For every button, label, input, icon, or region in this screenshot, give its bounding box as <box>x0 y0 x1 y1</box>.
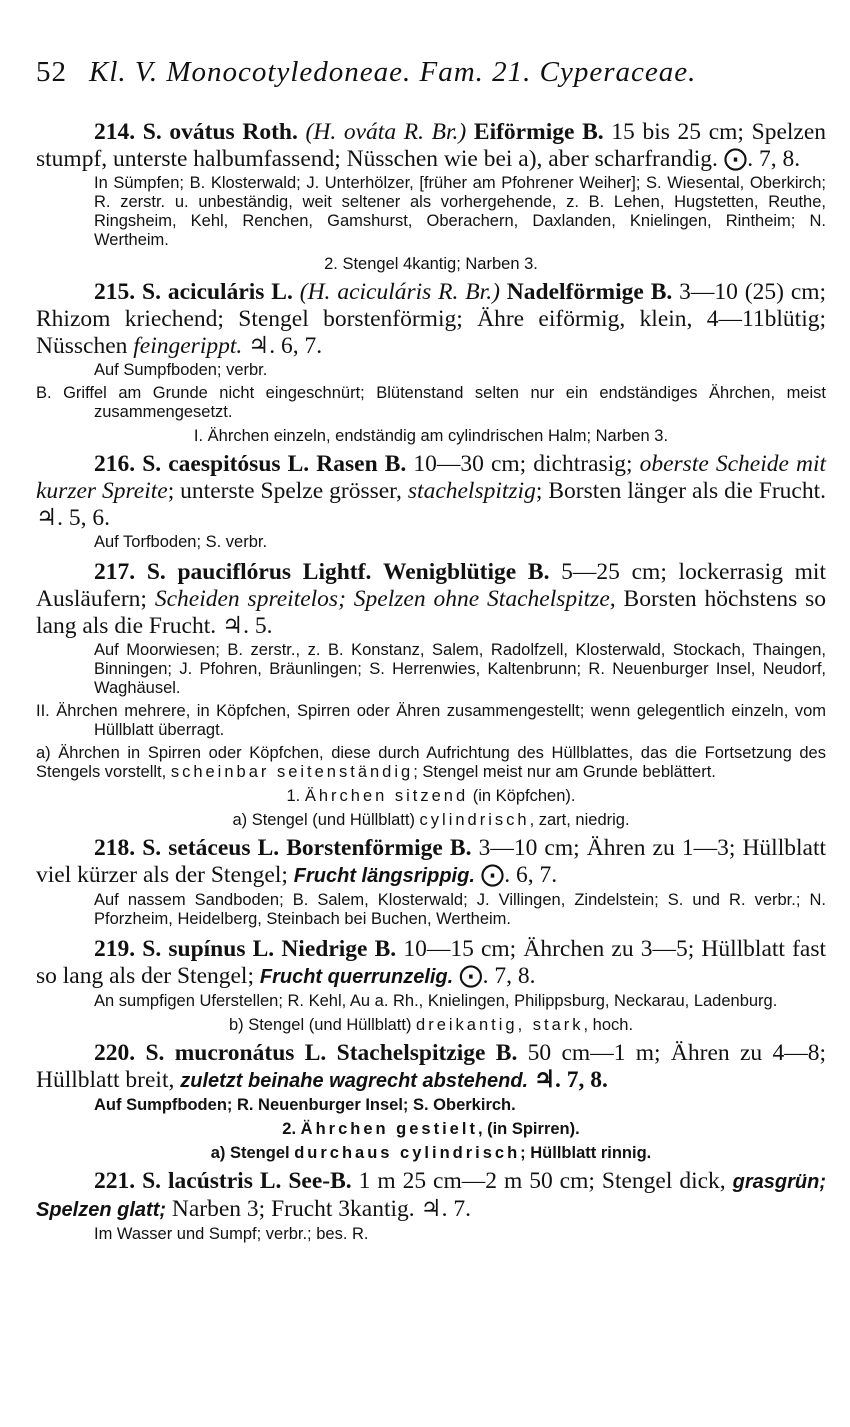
species-name: S. pauciflórus Lightf. <box>146 559 372 585</box>
entry-number: 217. <box>94 559 136 585</box>
key-1-prefix: 1. <box>286 787 301 805</box>
species-name: S. lacústris L. <box>142 1168 282 1194</box>
description: 3—10 cm; Ähren zu 1—3; Hüllblatt viel kürzer als der Stengel; <box>36 835 826 888</box>
species-name: S. mucronátus L. <box>145 1040 327 1066</box>
description-italic-2: stachelspitzig <box>407 478 536 504</box>
entry-215 <box>36 279 826 360</box>
habitat-215: Auf Sumpfboden; verbr. <box>94 361 268 379</box>
page-number: 52 <box>36 56 67 88</box>
key-2-gestielt <box>36 1119 826 1139</box>
habitat-219: An sumpfigen Uferstellen; R. Kehl, Au a. Rh., Knielingen, Philippsburg, Neckarau, Ladenburg. <box>94 992 778 1010</box>
habitat-216: Auf Torfboden; S. verbr. <box>94 533 268 551</box>
german-name: Borstenförmige B. <box>286 835 472 861</box>
entry-219 <box>36 936 826 991</box>
german-name: Wenigblütige B. <box>383 559 550 585</box>
key-2-prefix: 2. <box>282 1120 297 1138</box>
key-1b-dreikantig <box>36 1015 826 1035</box>
key-1b-spaced: dreikantig, stark <box>416 1016 584 1034</box>
running-header <box>36 56 826 89</box>
key-2-suffix: , (in Spirren). <box>477 1120 580 1138</box>
species-name: S. caespitósus L. <box>142 451 310 477</box>
key-II: II. Ährchen mehrere, in Köpfchen, Spirren oder Ähren zusammengestellt; wenn gelegentlich einzeln, vom Hüllblatt überragt. <box>36 702 826 739</box>
entry-number: 220. <box>94 1040 136 1066</box>
page <box>36 56 826 1244</box>
description: 50 cm—1 m; Ähren zu 4—8; Hüllblatt breit, <box>36 1040 826 1093</box>
key-2-spaced: Ährchen gestielt <box>300 1120 478 1138</box>
key-2-stengel: 2. Stengel 4kantig; Narben 3. <box>324 255 538 273</box>
habitat-220: Auf Sumpfboden; R. Neuenburger Insel; S. Oberkirch. <box>94 1096 516 1114</box>
entry-216 <box>36 451 826 532</box>
entry-number: 216. <box>94 451 136 477</box>
entry-217 <box>36 559 826 640</box>
key-a-spirren <box>36 744 826 782</box>
entry-number: 214. <box>94 119 136 145</box>
key-2a-suffix: ; Hüllblatt rinnig. <box>520 1144 652 1162</box>
key-1-suffix: (in Köpfchen). <box>472 787 576 805</box>
entry-218 <box>36 835 826 890</box>
running-title: Kl. V. Monocotyledoneae. Fam. 21. Cyperaceae. <box>89 56 697 88</box>
key-1-sitzend <box>36 786 826 806</box>
description: 5—25 cm; lockerrasig mit Ausläufern; <box>36 559 826 612</box>
habitat-221: Im Wasser und Sumpf; verbr.; bes. R. <box>94 1225 369 1243</box>
description: 10—15 cm; Ährchen zu 3—5; Hüllblatt fast so lang als der Stengel; <box>36 936 827 989</box>
species-name: S. ovátus Roth. <box>142 119 298 145</box>
german-name: Niedrige B. <box>281 936 397 962</box>
key-1-spaced: Ährchen sitzend <box>304 787 469 805</box>
description-italic: Frucht längsrippig. <box>293 865 475 887</box>
key-2a-spaced: durchaus cylindrisch <box>294 1144 521 1162</box>
description-italic: feingerippt. <box>133 333 243 359</box>
description-end: Narben 3; Frucht 3kantig. ♃. 7. <box>171 1196 471 1222</box>
german-name: Eiförmige B. <box>473 119 604 145</box>
species-name: S. supínus L. <box>142 936 275 962</box>
description-italic: Frucht querrunzelig. <box>259 966 454 988</box>
habitat-217: Auf Moorwiesen; B. zerstr., z. B. Konstanz, Salem, Radolfzell, Klosterwald, Stockach, Thaingen, Binningen; J. Pfohren, Bräunlingen; S. Herrenwies, Kaltenbrunn; R. Neuenburger Insel, Neudorf, Waghäusel. <box>94 641 826 697</box>
description-end: ; Borsten länger als die Frucht. ♃. 5, 6. <box>36 478 826 531</box>
entry-number: 218. <box>94 835 136 861</box>
description-italic: Scheiden spreitelos; Spelzen ohne Stachelspitze, <box>154 586 616 612</box>
key-a-text: a) Ährchen in Spirren oder Köpfchen, diese durch Aufrichtung des Hüllblattes, das die Fortsetzung des Stengels vorstellt, <box>36 744 826 781</box>
key-1a-suffix: , zart, niedrig. <box>529 811 630 829</box>
german-name: Rasen B. <box>316 451 407 477</box>
entry-number: 219. <box>94 936 136 962</box>
description-italic: zuletzt beinahe wagrecht abstehend. <box>180 1070 529 1092</box>
description: 10—30 cm; dichtrasig; <box>413 451 633 477</box>
key-a-spaced: scheinbar seitenständig <box>170 763 414 781</box>
synonym: (H. ováta R. Br.) <box>305 119 467 145</box>
description-mid: ; unterste Spelze grösser, <box>167 478 402 504</box>
key-I: I. Ährchen einzeln, endständig am cylindrischen Halm; Narben 3. <box>193 427 669 445</box>
habitat-214 <box>36 174 826 250</box>
note-215: B. Griffel am Grunde nicht eingeschnürt; Blütenstand selten nur ein endständiges Ährchen, meist zusammengesetzt. <box>36 384 826 421</box>
key-1b-prefix: b) Stengel (und Hüllblatt) <box>228 1016 412 1034</box>
description-end: ⨀. 6, 7. <box>480 862 558 888</box>
habitat-text: In Sümpfen; B. Klosterwald; J. Unterhölzer, [früher am Pfohrener Weiher]; S. Wiesental, Oberkirch; R. zerstr. u. unbeständig, weit seltener als vorhergehende, z. B. Lehen, Hugstetten, Reuthe, Ringsheim, Kehl, Renchen, Gamshurst, Oberachern, Daxlanden, Knielingen, Rintheim; N. Wertheim. <box>94 174 826 249</box>
synonym: (H. aciculáris R. Br.) <box>299 279 500 305</box>
entry-number: 221. <box>94 1168 136 1194</box>
description: 3—10 (25) cm; Rhizom kriechend; Stengel borstenförmig; Ähre eiförmig, klein, 4—11blütig; Nüsschen <box>36 279 827 359</box>
entry-number: 215. <box>94 279 136 305</box>
german-name: Stachelspitzige B. <box>336 1040 518 1066</box>
key-a-text-end: ; Stengel meist nur am Grunde beblättert. <box>413 763 716 781</box>
key-1a-prefix: a) Stengel (und Hüllblatt) <box>232 811 415 829</box>
description-end: ♃. 6, 7. <box>248 333 323 359</box>
german-name: Nadelförmige B. <box>506 279 673 305</box>
german-name: See-B. <box>288 1168 352 1194</box>
description-italic: grasgrün; Spelzen glatt; <box>36 1171 826 1221</box>
description-end: Borsten höchstens so lang als die Frucht. ♃. 5. <box>36 586 827 639</box>
key-2a-cylindrisch <box>36 1143 826 1163</box>
entry-220 <box>36 1040 826 1095</box>
entry-214 <box>36 119 826 173</box>
description-end: ♃. 7, 8. <box>533 1067 608 1093</box>
entry-221 <box>36 1168 826 1224</box>
description-italic: oberste Scheide mit kurzer Spreite <box>36 451 827 504</box>
description-end: ⨀. 7, 8. <box>459 963 536 989</box>
species-name: S. aciculáris L. <box>142 279 293 305</box>
description: 15 bis 25 cm; Spelzen stumpf, unterste halbumfassend; Nüsschen wie bei a), aber scharfrandig. ⨀. 7, 8. <box>36 119 827 172</box>
key-1a-cylindrisch <box>36 810 826 830</box>
key-2a-prefix: a) Stengel <box>210 1144 290 1162</box>
key-1b-suffix: , hoch. <box>583 1016 634 1034</box>
key-1a-spaced: cylindrisch <box>419 811 530 829</box>
description: 1 m 25 cm—2 m 50 cm; Stengel dick, <box>358 1168 726 1194</box>
species-name: S. setáceus L. <box>142 835 280 861</box>
habitat-218: Auf nassem Sandboden; B. Salem, Klosterwald; J. Villingen, Zindelstein; S. und R. verbr.; N. Pforzheim, Heidelberg, Steinbach bei Buchen, Wertheim. <box>94 891 826 928</box>
